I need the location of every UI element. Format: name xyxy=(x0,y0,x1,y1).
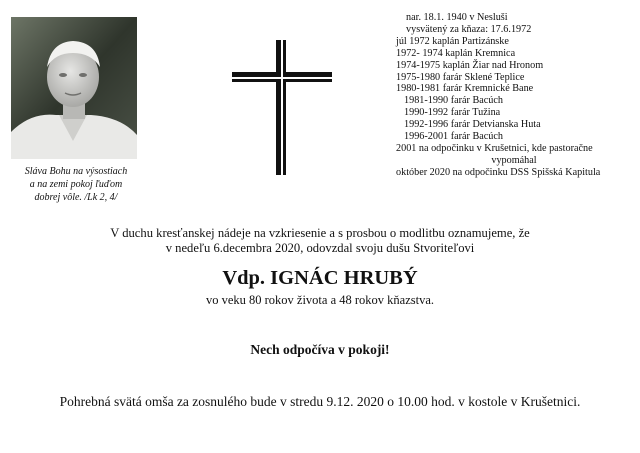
bio-line: 1980-1981 farár Kremnické Bane xyxy=(396,83,534,95)
bio-line: vysvätený za kňaza: 17.6.1972 xyxy=(406,23,532,35)
biography xyxy=(396,12,632,179)
bio-line: 1974-1975 kaplán Žiar nad Hronom xyxy=(396,59,544,71)
quote-line-2: a na zemi pokoj ľuďom xyxy=(29,179,123,190)
age-info: vo veku 80 rokov života a 48 rokov kňazstva. xyxy=(205,293,435,307)
bio-line: 1990-1992 farár Tužina xyxy=(404,107,501,119)
bio-line: 1972- 1974 kaplán Kremnica xyxy=(396,47,516,59)
bio-line: nar. 18.1. 1940 v Nesluši xyxy=(406,12,508,23)
funeral-mass-info: Pohrebná svätá omša za zosnulého bude v stredu 9.12. 2020 o 10.00 hod. v kostole v Krušetnici. xyxy=(59,394,581,409)
cross-icon xyxy=(232,40,332,175)
announcement-line-1: V duchu kresťanskej nádeje na vzkriesenie a s prosbou o modlitbu oznamujeme, že xyxy=(110,226,530,240)
bio-line: 1981-1990 farár Bacúch xyxy=(404,95,504,107)
bible-quote xyxy=(12,165,140,204)
announcement xyxy=(60,226,580,256)
portrait-photo xyxy=(11,17,137,159)
quote-line-3: dobrej vôle. /Lk 2, 4/ xyxy=(34,192,118,203)
rest-in-peace: Nech odpočíva v pokoji! xyxy=(250,342,390,357)
bio-line: 1992-1996 farár Detvianska Huta xyxy=(404,119,541,131)
bio-line: vypomáhal xyxy=(491,154,537,166)
bio-line: júl 1972 kaplán Partizánske xyxy=(396,35,509,47)
bio-line: 2001 na odpočinku v Krušetnici, kde pastoračne xyxy=(396,142,593,154)
announcement-line-2: v nedeľu 6.decembra 2020, odovzdal svoju dušu Stvoriteľovi xyxy=(165,241,475,255)
bio-line: 1975-1980 farár Sklené Teplice xyxy=(396,71,525,83)
bio-line: október 2020 na odpočinku DSS Spišská Kapitula xyxy=(396,166,601,178)
bio-line: 1996-2001 farár Bacúch xyxy=(404,131,504,143)
quote-line-1: Sláva Bohu na výsostiach xyxy=(24,166,128,177)
deceased-name: Vdp. IGNÁC HRUBÝ xyxy=(222,267,418,289)
